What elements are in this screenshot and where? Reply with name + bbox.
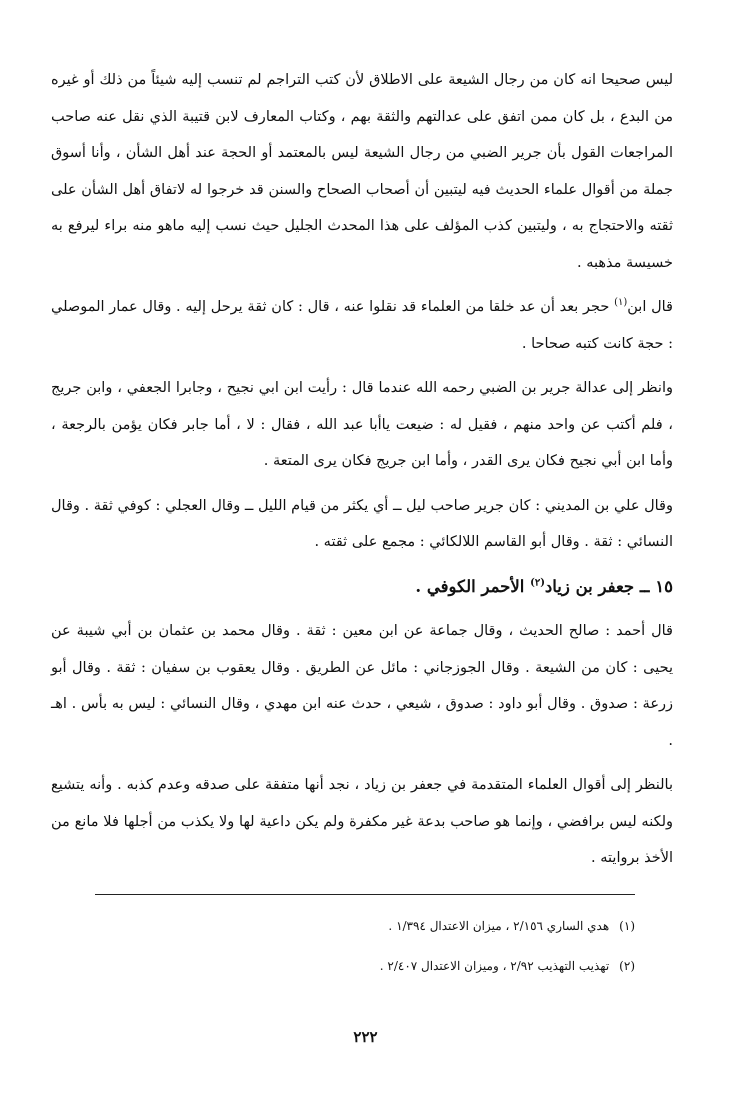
footnotes (95, 906, 635, 986)
paragraph-ibn-madini: وقال علي بن المديني : كان جرير صاحب ليل ــ أي يكثر من قيام الليل ــ وقال العجلي : كوفي ثقة . وقال النسائي : ثقة . وقال أبو القاسم اللالكائي : مجمع على ثقته . (51, 497, 673, 550)
footnote-number: (٢) (619, 959, 635, 973)
paragraph-jarir-intro: ليس صحيحا انه كان من رجال الشيعة على الاطلاق لأن كتب التراجم لم تنسب إليه شيئاً من ذلك أو غيره من البدع ، بل كان ممن اتفق على عدالتهم والثقة بهم ، وكتاب المعارف لابن قتيبة الذي نقل عنه صاحب المراجعات القول بأن جرير الضبي من رجال الشيعة ليس بالمعتمد أو الحجة عند أهل الشأن ، وأنا أسوق جملة من أقوال علماء الحديث فيه ليتبين أن أصحاب الصحاح والسنن قد خرجوا له لاتفاق أهل الشأن على ثقته والاحتجاج به ، وليتبين كذب المؤلف على هذا المحدث الجليل حيث نسب إليه ماهو منه براء ليرفع به خسيسة مذهبه . (51, 72, 673, 271)
paragraph-jafar-conclusion: بالنظر إلى أقوال العلماء المتقدمة في جعفر بن زياد ، نجد أنها متفقة على صدقه وعدم كذبه . وأنه يتشيع ولكنه ليس برافضي ، وإنما هو صاحب بدعة غير مكفرة ولم يكن داعية لها ولا يكذب من أجلها فلا مانع من الأخذ بروايته . (51, 777, 673, 866)
paragraph-ibn-hajar-rest: حجر بعد أن عد خلقا من العلماء قد نقلوا عنه ، قال : كان ثقة يرحل إليه . وقال عمار الموصلي : حجة كانت كتبه صحاحا . (51, 299, 673, 352)
footnote-marker-2: (٢) (530, 577, 545, 588)
paragraph-ibn-hajar-start: قال ابن (627, 299, 673, 315)
footnote-item (95, 946, 635, 986)
entry-heading-jafar (51, 569, 673, 606)
paragraph-jarir-justice: وانظر إلى عدالة جرير بن الضبي رحمه الله عندما قال : رأيت ابن ابي نجيح ، وجابرا الجعفي ، وابن جريج ، فلم أكتب عن واحد منهم ، فقيل له : ضيعت ياأبا عبد الله ، فقال : لا ، أما جابر فكان يؤمن بالرجعة ، وأما ابن أبي نجيح فكان يرى القدر ، وأما ابن جريج فكان يرى المتعة . (51, 380, 673, 469)
footnote-number: (١) (619, 919, 635, 933)
paragraph-ibn-hajar (51, 289, 673, 362)
entry-heading-rest: الأحمر الكوفي . (415, 576, 531, 596)
footnote-marker-1: (١) (614, 297, 628, 309)
footnote-text: تهذيب التهذيب ٢/٩٢ ، وميزان الاعتدال ٢/٤٠٧ . (379, 959, 610, 973)
entry-heading-start: ١٥ ــ جعفر بن زياد (544, 576, 673, 596)
footnote-item (95, 906, 635, 946)
footnote-divider (95, 894, 635, 895)
page-number: ٢٢٢ (353, 1028, 378, 1046)
footnote-text: هدي الساري ٢/١٥٦ ، ميزان الاعتدال ١/٣٩٤ . (388, 919, 610, 933)
main-text (51, 62, 673, 885)
paragraph-jafar-opinions: قال أحمد : صالح الحديث ، وقال جماعة عن ابن معين : ثقة . وقال محمد بن عثمان بن أبي شيبة عن يحيى : كان من الشيعة . وقال الجوزجاني : مائل عن الطريق . وقال يعقوب بن سفيان : ثقة . وقال أبو زرعة : صدوق . وقال أبو داود : صدوق ، شيعي ، حدث عنه ابن مهدي ، وقال النسائي : ليس به بأس . اهـ . (51, 623, 673, 749)
